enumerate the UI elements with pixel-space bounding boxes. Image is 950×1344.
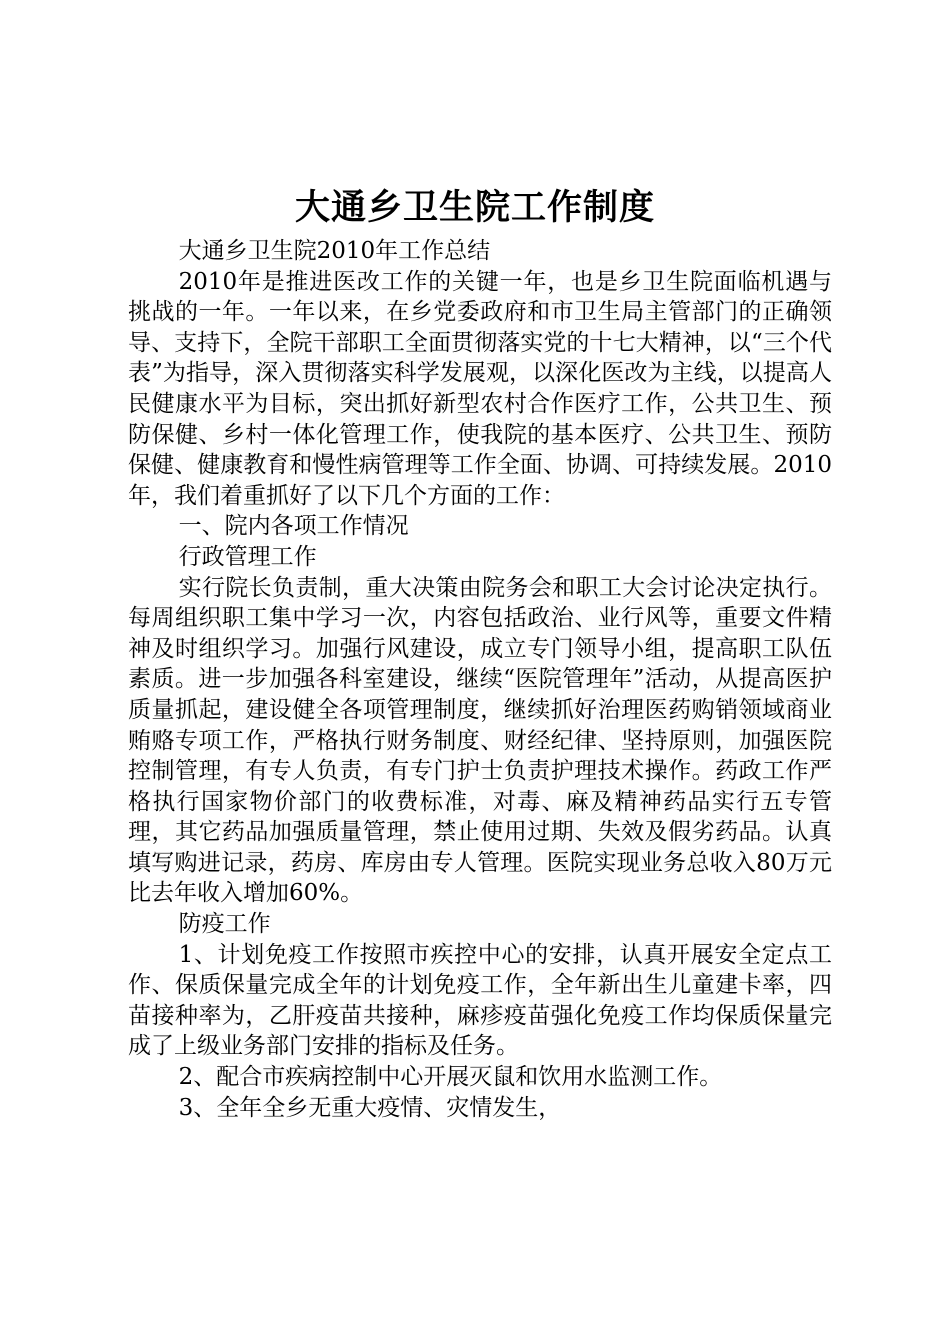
paragraph-introduction: 2010年是推进医改工作的关键一年，也是乡卫生院面临机遇与挑战的一年。一年以来，在乡党委政府和市卫生局主管部门的正确领导、支持下，全院干部职工全面贯彻落实党的十七大精神，以“三个代表”为指导，深入贯彻落实科学发展观，以深化医改为主线，以提高人民健康水平为目标，突出抓好新型农村合作医疗工作，公共卫生、预防保健、乡村一体化管理工作，使我院的基本医疗、公共卫生、预防保健、健康教育和慢性病管理等工作全面、协调、可持续发展。2010年，我们着重抓好了以下几个方面的工作： — [128, 268, 832, 509]
document-title: 大通乡卫生院工作制度 — [294, 188, 655, 228]
subheading-epidemic-prevention: 防疫工作 — [178, 911, 271, 938]
section-heading-internal-work: 一、院内各项工作情况 — [178, 513, 409, 540]
paragraph-administration: 实行院长负责制，重大决策由院务会和职工大会讨论决定执行。每周组织职工集中学习一次，内容包括政治、业行风等，重要文件精神及时组织学习。加强行风建设，成立专门领导小组，提高职工队伍素质。进一步加强各科室建设，继续“医院管理年”活动，从提高医护质量抓起，建设健全各项管理制度，继续抓好治理医药购销领域商业贿赂专项工作，严格执行财务制度、财经纪律、坚持原则，加强医院控制管理，有专人负责，有专门护士负责护理技术操作。药政工作严格执行国家物价部门的收费标准，对毒、麻及精神药品实行五专管理，其它药品加强质量管理，禁止使用过期、失效及假劣药品。认真填写购进记录，药房、库房由专人管理。医院实现业务总收入80万元比去年收入增加60%。 — [128, 574, 832, 907]
document-body — [128, 236, 832, 1123]
paragraph-no-epidemic: 3、全年全乡无重大疫情、灾情发生， — [178, 1094, 562, 1121]
paragraph-report-title: 大通乡卫生院2010年工作总结 — [178, 238, 491, 264]
subheading-administration: 行政管理工作 — [178, 543, 317, 570]
paragraph-immunization: 1、计划免疫工作按照市疾控中心的安排，认真开展安全定点工作、保质保量完成全年的计划免疫工作，全年新出生儿童建卡率，四苗接种率为，乙肝疫苗共接种，麻疹疫苗强化免疫工作均保质保量完成了上级业务部门安排的指标及任务。 — [128, 941, 832, 1060]
paragraph-monitoring: 2、配合市疾病控制中心开展灭鼠和饮用水监测工作。 — [178, 1064, 723, 1091]
